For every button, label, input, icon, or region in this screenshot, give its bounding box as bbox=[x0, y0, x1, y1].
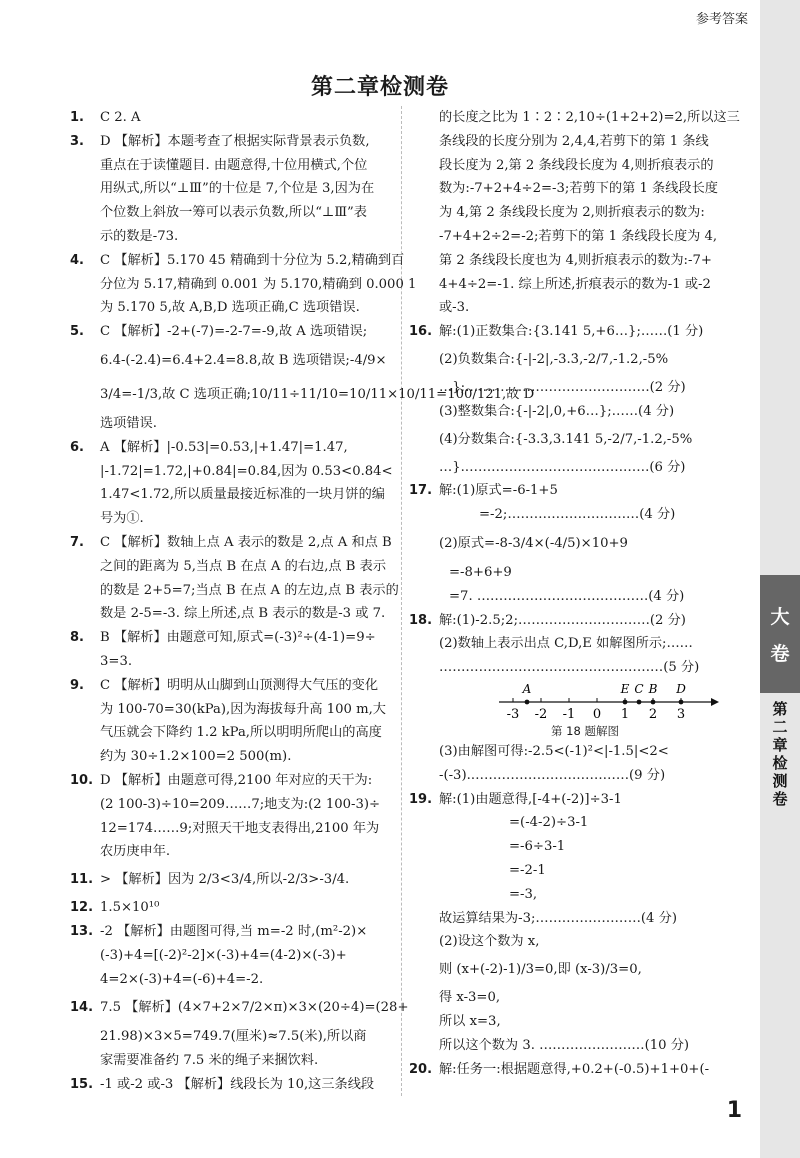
tick-label: -3 bbox=[506, 706, 520, 722]
question-20 bbox=[409, 1058, 731, 1082]
answer-line: 示的数是-73. bbox=[100, 228, 179, 244]
question-number: 7. bbox=[70, 534, 84, 550]
answer-line: …}.……………………………………(6 分) bbox=[439, 459, 686, 475]
point-label: B bbox=[648, 681, 658, 696]
answer-line: A 【解析】|-0.53|=0.53,|+1.47|=1.47, bbox=[100, 439, 348, 455]
answer-line: 为 4,第 2 条线段长度为 2,则折痕表示的数为: bbox=[439, 205, 705, 221]
chapter-char: 二 bbox=[772, 718, 788, 736]
answer-line: (-3)+4=[(-2)²-2]×(-3)+4=(4-2)×(-3)+ bbox=[100, 947, 347, 963]
question-18 bbox=[409, 609, 731, 788]
chapter-char: 检 bbox=[772, 754, 788, 772]
answer-line: C 2. A bbox=[100, 110, 141, 125]
point-label: A bbox=[522, 681, 532, 696]
tick-label: 1 bbox=[620, 706, 630, 722]
answer-line: 为 5.170 5,故 A,B,D 选项正确,C 选项错误. bbox=[100, 300, 360, 316]
answer-line: 个位数上斜放一筹可以表示负数,所以“⊥Ⅲ”表 bbox=[100, 205, 367, 221]
answer-line: 4=2×(-3)+4=(-6)+4=-2. bbox=[100, 971, 264, 987]
answer-line: 6.4-(-2.4)=6.4+2.4=8.8,故 B 选项错误;-4/9× bbox=[100, 352, 387, 368]
answer-line: B 【解析】由题意可知,原式=(-3)²÷(4-1)=9÷ bbox=[100, 630, 376, 646]
question-number: 19. bbox=[409, 791, 433, 807]
question-3 bbox=[70, 130, 396, 249]
answer-line: > 【解析】因为 2/3<3/4,所以-2/3>-3/4. bbox=[100, 872, 350, 888]
answer-line: 家需要准备约 7.5 米的绳子来捆饮料. bbox=[100, 1053, 319, 1069]
question-1 bbox=[70, 106, 396, 130]
question-4 bbox=[70, 249, 417, 320]
answer-line: 故运算结果为-3;……………………(4 分) bbox=[439, 910, 677, 926]
question-number: 14. bbox=[70, 1000, 94, 1016]
answer-line: D 【解析】本题考查了根据实际背景表示负数, bbox=[100, 133, 370, 149]
point-label: D bbox=[676, 681, 686, 696]
right-column bbox=[409, 106, 740, 1081]
question-number: 8. bbox=[70, 630, 84, 646]
page-title: 第二章检测卷 bbox=[310, 75, 449, 100]
answer-line: =-2-1 bbox=[509, 862, 546, 878]
answer-line: -1 或-2 或-3 【解析】线段长为 10,这三条线段 bbox=[100, 1076, 375, 1092]
chapter-char: 测 bbox=[772, 772, 788, 790]
answer-line: 选项错误. bbox=[100, 415, 157, 431]
question-15 bbox=[70, 1073, 396, 1097]
chapter-label bbox=[768, 700, 792, 808]
answer-line: 7.5 【解析】(4×7+2×7/2×π)×3×(20÷4)=(28+ bbox=[100, 1000, 409, 1016]
question-6 bbox=[70, 436, 396, 531]
answer-line: -(-3).………………………………(9 分) bbox=[439, 767, 666, 783]
answer-line: C 【解析】数轴上点 A 表示的数是 2,点 A 和点 B bbox=[100, 534, 392, 550]
answer-line: 条线段的长度分别为 2,4,4,若剪下的第 1 条线 bbox=[439, 133, 709, 149]
answer-line: 号为①. bbox=[100, 511, 144, 527]
point-c bbox=[637, 700, 642, 705]
tick-label: -1 bbox=[562, 706, 576, 722]
question-number: 11. bbox=[70, 872, 94, 888]
answer-line: 3=3. bbox=[100, 653, 133, 669]
question-number: 15. bbox=[70, 1076, 94, 1092]
question-number: 20. bbox=[409, 1061, 433, 1077]
answer-line: C 【解析】-2+(-7)=-2-7=-9,故 A 选项错误; bbox=[100, 324, 368, 340]
answer-line: (2)设这个数为 x, bbox=[439, 934, 540, 950]
answer-line: 21.98)×3×5=749.7(厘米)≈7.5(米),所以商 bbox=[100, 1029, 367, 1045]
answer-line: 1.47<1.72,所以质量最接近标准的一块月饼的编 bbox=[100, 487, 385, 503]
answer-line: =-8+6+9 bbox=[449, 564, 512, 580]
tick-label: 0 bbox=[592, 706, 602, 722]
answer-line: 段长度为 2,第 2 条线段长度为 4,则折痕表示的 bbox=[439, 157, 714, 173]
answer-line: 解:(1)-2.5;2;…………………………(2 分) bbox=[439, 612, 686, 628]
axis-arrow bbox=[711, 698, 719, 706]
answer-line: 约为 30÷1.2×100=2 500(m). bbox=[100, 749, 292, 765]
question-number: 16. bbox=[409, 324, 433, 340]
answer-line: =7. …………………………………(4 分) bbox=[449, 588, 685, 604]
answer-line: 得 x-3=0, bbox=[439, 990, 501, 1006]
chapter-char: 章 bbox=[772, 736, 788, 754]
answer-line: 所以这个数为 3. ……………………(10 分) bbox=[439, 1037, 690, 1053]
answer-line: 第 2 条线段长度也为 4,则折痕表示的数为:-7+ bbox=[439, 252, 712, 268]
chapter-char: 第 bbox=[772, 700, 788, 718]
answer-line: 重点在于读懂题目. 由题意得,十位用横式,个位 bbox=[100, 157, 368, 173]
tick-label: 2 bbox=[648, 706, 658, 722]
point-a bbox=[525, 700, 530, 705]
answer-line: 解:任务一:根据题意得,+0.2+(-0.5)+1+0+(- bbox=[439, 1061, 710, 1077]
question-9 bbox=[70, 674, 396, 769]
answer-line: 4+4÷2=-1. 综上所述,折痕表示的数为-1 或-2 bbox=[439, 276, 711, 292]
point-label: E bbox=[620, 681, 630, 696]
answer-line: (2)负数集合:{-|-2|,-3.3̇,-2/7,-1.2,-5% bbox=[439, 351, 669, 367]
question-number: 4. bbox=[70, 252, 84, 268]
answer-line: -2 【解析】由题图可得,当 m=-2 时,(m²-2)× bbox=[100, 923, 368, 939]
answer-line: C 【解析】5.170 45 精确到十分位为 5.2,精确到百 bbox=[100, 252, 405, 268]
answer-line: 解:(1)原式=-6-1+5 bbox=[439, 483, 558, 499]
question-14 bbox=[70, 991, 409, 1073]
question-19 bbox=[409, 788, 731, 1058]
answer-line: =-6÷3-1 bbox=[509, 839, 566, 855]
question-number: 9. bbox=[70, 677, 84, 693]
answer-line: (2)原式=-8-3/4×(-4/5)×10+9 bbox=[439, 535, 628, 551]
question-number: 10. bbox=[70, 772, 94, 788]
question-17 bbox=[409, 479, 731, 608]
answer-line: 所以 x=3, bbox=[439, 1013, 501, 1029]
header-tag: 参考答案 bbox=[695, 12, 748, 27]
answer-line: |-1.72|=1.72,|+0.84|=0.84,因为 0.53<0.84< bbox=[100, 463, 393, 479]
point-b bbox=[651, 700, 656, 705]
answer-line: 解:(1)正数集合:{3.141 5,+6…};……(1 分) bbox=[439, 324, 704, 340]
answer-line: 的数是 2+5=7;当点 B 在点 A 的左边,点 B 表示的 bbox=[100, 582, 399, 598]
answer-line: 的长度之比为 1∶2∶2,10÷(1+2+2)=2,所以这三 bbox=[439, 110, 740, 125]
answer-line: =-2;…………………………(4 分) bbox=[479, 507, 676, 523]
question-number: 6. bbox=[70, 439, 84, 455]
answer-line: D 【解析】由题意可得,2100 年对应的天干为: bbox=[100, 772, 373, 788]
answer-line: 或-3. bbox=[439, 300, 470, 316]
answer-line: (2)数轴上表示出点 C,D,E 如解图所示;…… bbox=[439, 636, 693, 652]
answer-line: =(-4-2)÷3-1 bbox=[509, 815, 589, 831]
tab-label-bottom: 卷 bbox=[770, 643, 790, 665]
question-number: 12. bbox=[70, 900, 94, 916]
answer-line: 农历庚申年. bbox=[100, 844, 171, 860]
answer-line: 数为:-7+2+4÷2=-3;若剪下的第 1 条线段长度 bbox=[439, 181, 718, 197]
answer-line: 用纵式,所以“⊥Ⅲ”的十位是 7,个位是 3,因为在 bbox=[100, 181, 375, 197]
answer-line: 分位为 5.17,精确到 0.001 为 5.170,精确到 0.000 1 bbox=[100, 276, 417, 292]
tick-label: -2 bbox=[534, 706, 548, 722]
answer-line: (2 100-3)÷10=209……7;地支为:(2 100-3)÷ bbox=[100, 796, 381, 812]
question-number: 18. bbox=[409, 612, 433, 628]
point-label: C bbox=[634, 681, 644, 696]
answer-line: 则 (x+(-2)-1)/3=0,即 (x-3)/3=0, bbox=[439, 962, 642, 978]
point-d bbox=[679, 700, 684, 705]
answer-line: 12=174……9;对照天干地支表得出,2100 年为 bbox=[100, 820, 380, 836]
answer-line: 解:(1)由题意得,[-4+(-2)]÷3-1 bbox=[439, 791, 622, 807]
answer-line: 为 100-70=30(kPa),因为海拔每升高 100 m,大 bbox=[100, 701, 386, 717]
question-number: 1. bbox=[70, 110, 84, 125]
question-8 bbox=[70, 626, 396, 674]
answer-line: -7+4+2÷2=-2;若剪下的第 1 条线段长度为 4, bbox=[439, 228, 718, 244]
answer-line: 数是 2-5=-3. 综上所述,点 B 表示的数是-3 或 7. bbox=[100, 606, 386, 622]
question-number: 3. bbox=[70, 133, 84, 149]
answer-line: (3)整数集合:{-|-2|,0,+6…};……(4 分) bbox=[439, 403, 675, 419]
answer-line: 3/4=-1/3,故 C 选项正确;10/11÷11/10=10/11×10/11=100/121,故 D bbox=[100, 386, 535, 402]
answer-line: 之间的距离为 5,当点 B 在点 A 的右边,点 B 表示 bbox=[100, 558, 387, 574]
tab-label-top: 大 bbox=[770, 606, 790, 628]
question-number: 13. bbox=[70, 923, 94, 939]
question-11 bbox=[70, 864, 396, 896]
number-line-diagram bbox=[499, 682, 719, 722]
tick-label: 3 bbox=[676, 706, 686, 722]
question-15-continued bbox=[409, 106, 740, 320]
answer-line: ……………………………………………(5 分) bbox=[439, 660, 700, 676]
answer-line: C 【解析】明明从山脚到山顶测得大气压的变化 bbox=[100, 677, 379, 693]
page-number: 1 bbox=[726, 1098, 742, 1123]
question-number: 5. bbox=[70, 324, 84, 340]
answer-line: 1.5×10¹⁰ bbox=[100, 900, 160, 916]
answer-line: 气压就会下降约 1.2 kPa,所以明明所爬山的高度 bbox=[100, 725, 382, 741]
question-7 bbox=[70, 531, 399, 626]
figure-caption: 第 18 题解图 bbox=[551, 723, 619, 738]
answer-line: (4)分数集合:{-3.3̇,3.141 5,-2/7,-1.2,-5% bbox=[439, 431, 693, 447]
question-10 bbox=[70, 769, 396, 864]
section-tab bbox=[760, 575, 800, 693]
answer-line: (3)由解图可得:-2.5<(-1)²<|-1.5|<2< bbox=[439, 743, 669, 759]
question-number: 17. bbox=[409, 483, 433, 499]
answer-line: =-3, bbox=[509, 886, 538, 902]
question-16 bbox=[409, 320, 731, 479]
answer-line: …};……………………………………(2 分) bbox=[439, 379, 686, 395]
question-13 bbox=[70, 920, 396, 991]
point-e bbox=[623, 700, 628, 705]
chapter-char: 卷 bbox=[772, 790, 788, 808]
question-12 bbox=[70, 896, 396, 920]
